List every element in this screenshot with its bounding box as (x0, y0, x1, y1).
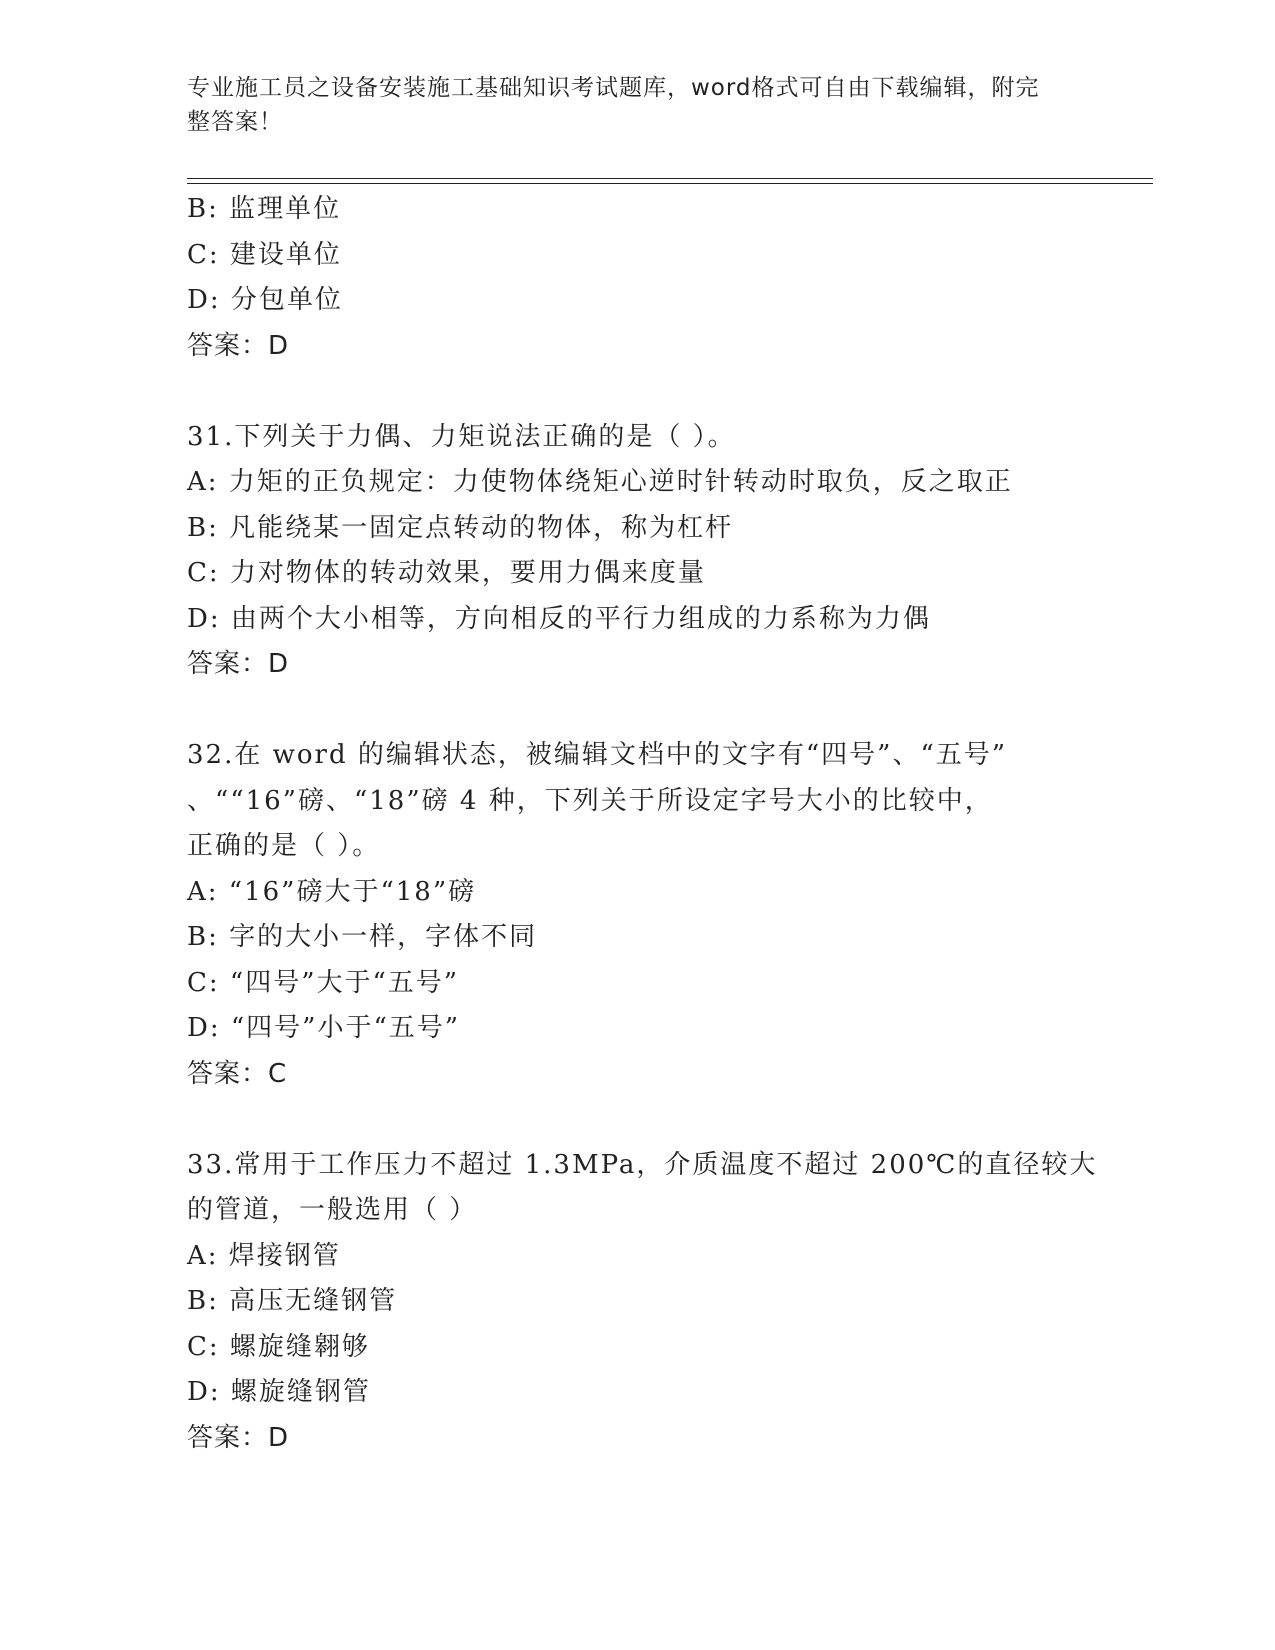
option-b: B: 字的大小一样，字体不同 (187, 922, 538, 952)
question-30-tail (187, 187, 1087, 369)
question-33 (187, 1143, 1098, 1462)
header-line-2: 整答案！ (187, 109, 283, 135)
header-double-rule (187, 178, 1153, 184)
option-c: C: 螺旋缝翱够 (187, 1331, 370, 1362)
option-c: C: 力对物体的转动效果，要用力偶来度量 (187, 558, 706, 588)
option-c: C: 建设单位 (187, 239, 342, 270)
spacer (187, 688, 1087, 734)
option-a: A: “16”磅大于“18”磅 (187, 876, 477, 907)
question-text: 31.下列关于力偶、力矩说法正确的是（ ）。 (187, 421, 736, 452)
answer-line: 答案：D (187, 330, 290, 361)
option-b: B: 高压无缝钢管 (187, 1286, 398, 1316)
question-text-line: 、““16”磅、“18”磅 4 种，下列关于所设定字号大小的比较中， (187, 785, 993, 816)
option-d: D: 分包单位 (187, 285, 343, 315)
option-b: B: 凡能绕某一固定点转动的物体，称为杠杆 (187, 512, 734, 543)
question-32 (187, 733, 1087, 1097)
answer-line: 答案：D (187, 1422, 290, 1453)
option-d: D: “四号”小于“五号” (187, 1013, 461, 1043)
option-a: A: 力矩的正负规定：力使物体绕矩心逆时针转动时取负，反之取正 (187, 467, 1013, 497)
question-text-line: 32.在 word 的编辑状态，被编辑文档中的文字有“四号”、“五号” (187, 740, 1008, 770)
option-a: A: 焊接钢管 (187, 1240, 341, 1271)
header-line-1: 专业施工员之设备安装施工基础知识考试题库，word格式可自由下载编辑，附完 (187, 75, 1040, 101)
question-content (187, 187, 1098, 1461)
answer-line: 答案：C (187, 1058, 288, 1089)
question-text-line: 正确的是（ ）。 (187, 831, 381, 861)
option-d: D: 由两个大小相等，方向相反的平行力组成的力系称为力偶 (187, 603, 931, 634)
spacer (187, 369, 1087, 415)
option-d: D: 螺旋缝钢管 (187, 1377, 371, 1407)
question-text-line: 33.常用于工作压力不超过 1.3MPa，介质温度不超过 200℃的直径较大 (187, 1149, 1098, 1180)
spacer (187, 1097, 1087, 1143)
question-31 (187, 415, 1087, 688)
document-header (187, 71, 1067, 139)
answer-line: 答案：D (187, 649, 290, 679)
question-text-line: 的管道，一般选用（ ） (187, 1195, 478, 1225)
option-b: B: 监理单位 (187, 194, 342, 224)
option-c: C: “四号”大于“五号” (187, 967, 460, 998)
